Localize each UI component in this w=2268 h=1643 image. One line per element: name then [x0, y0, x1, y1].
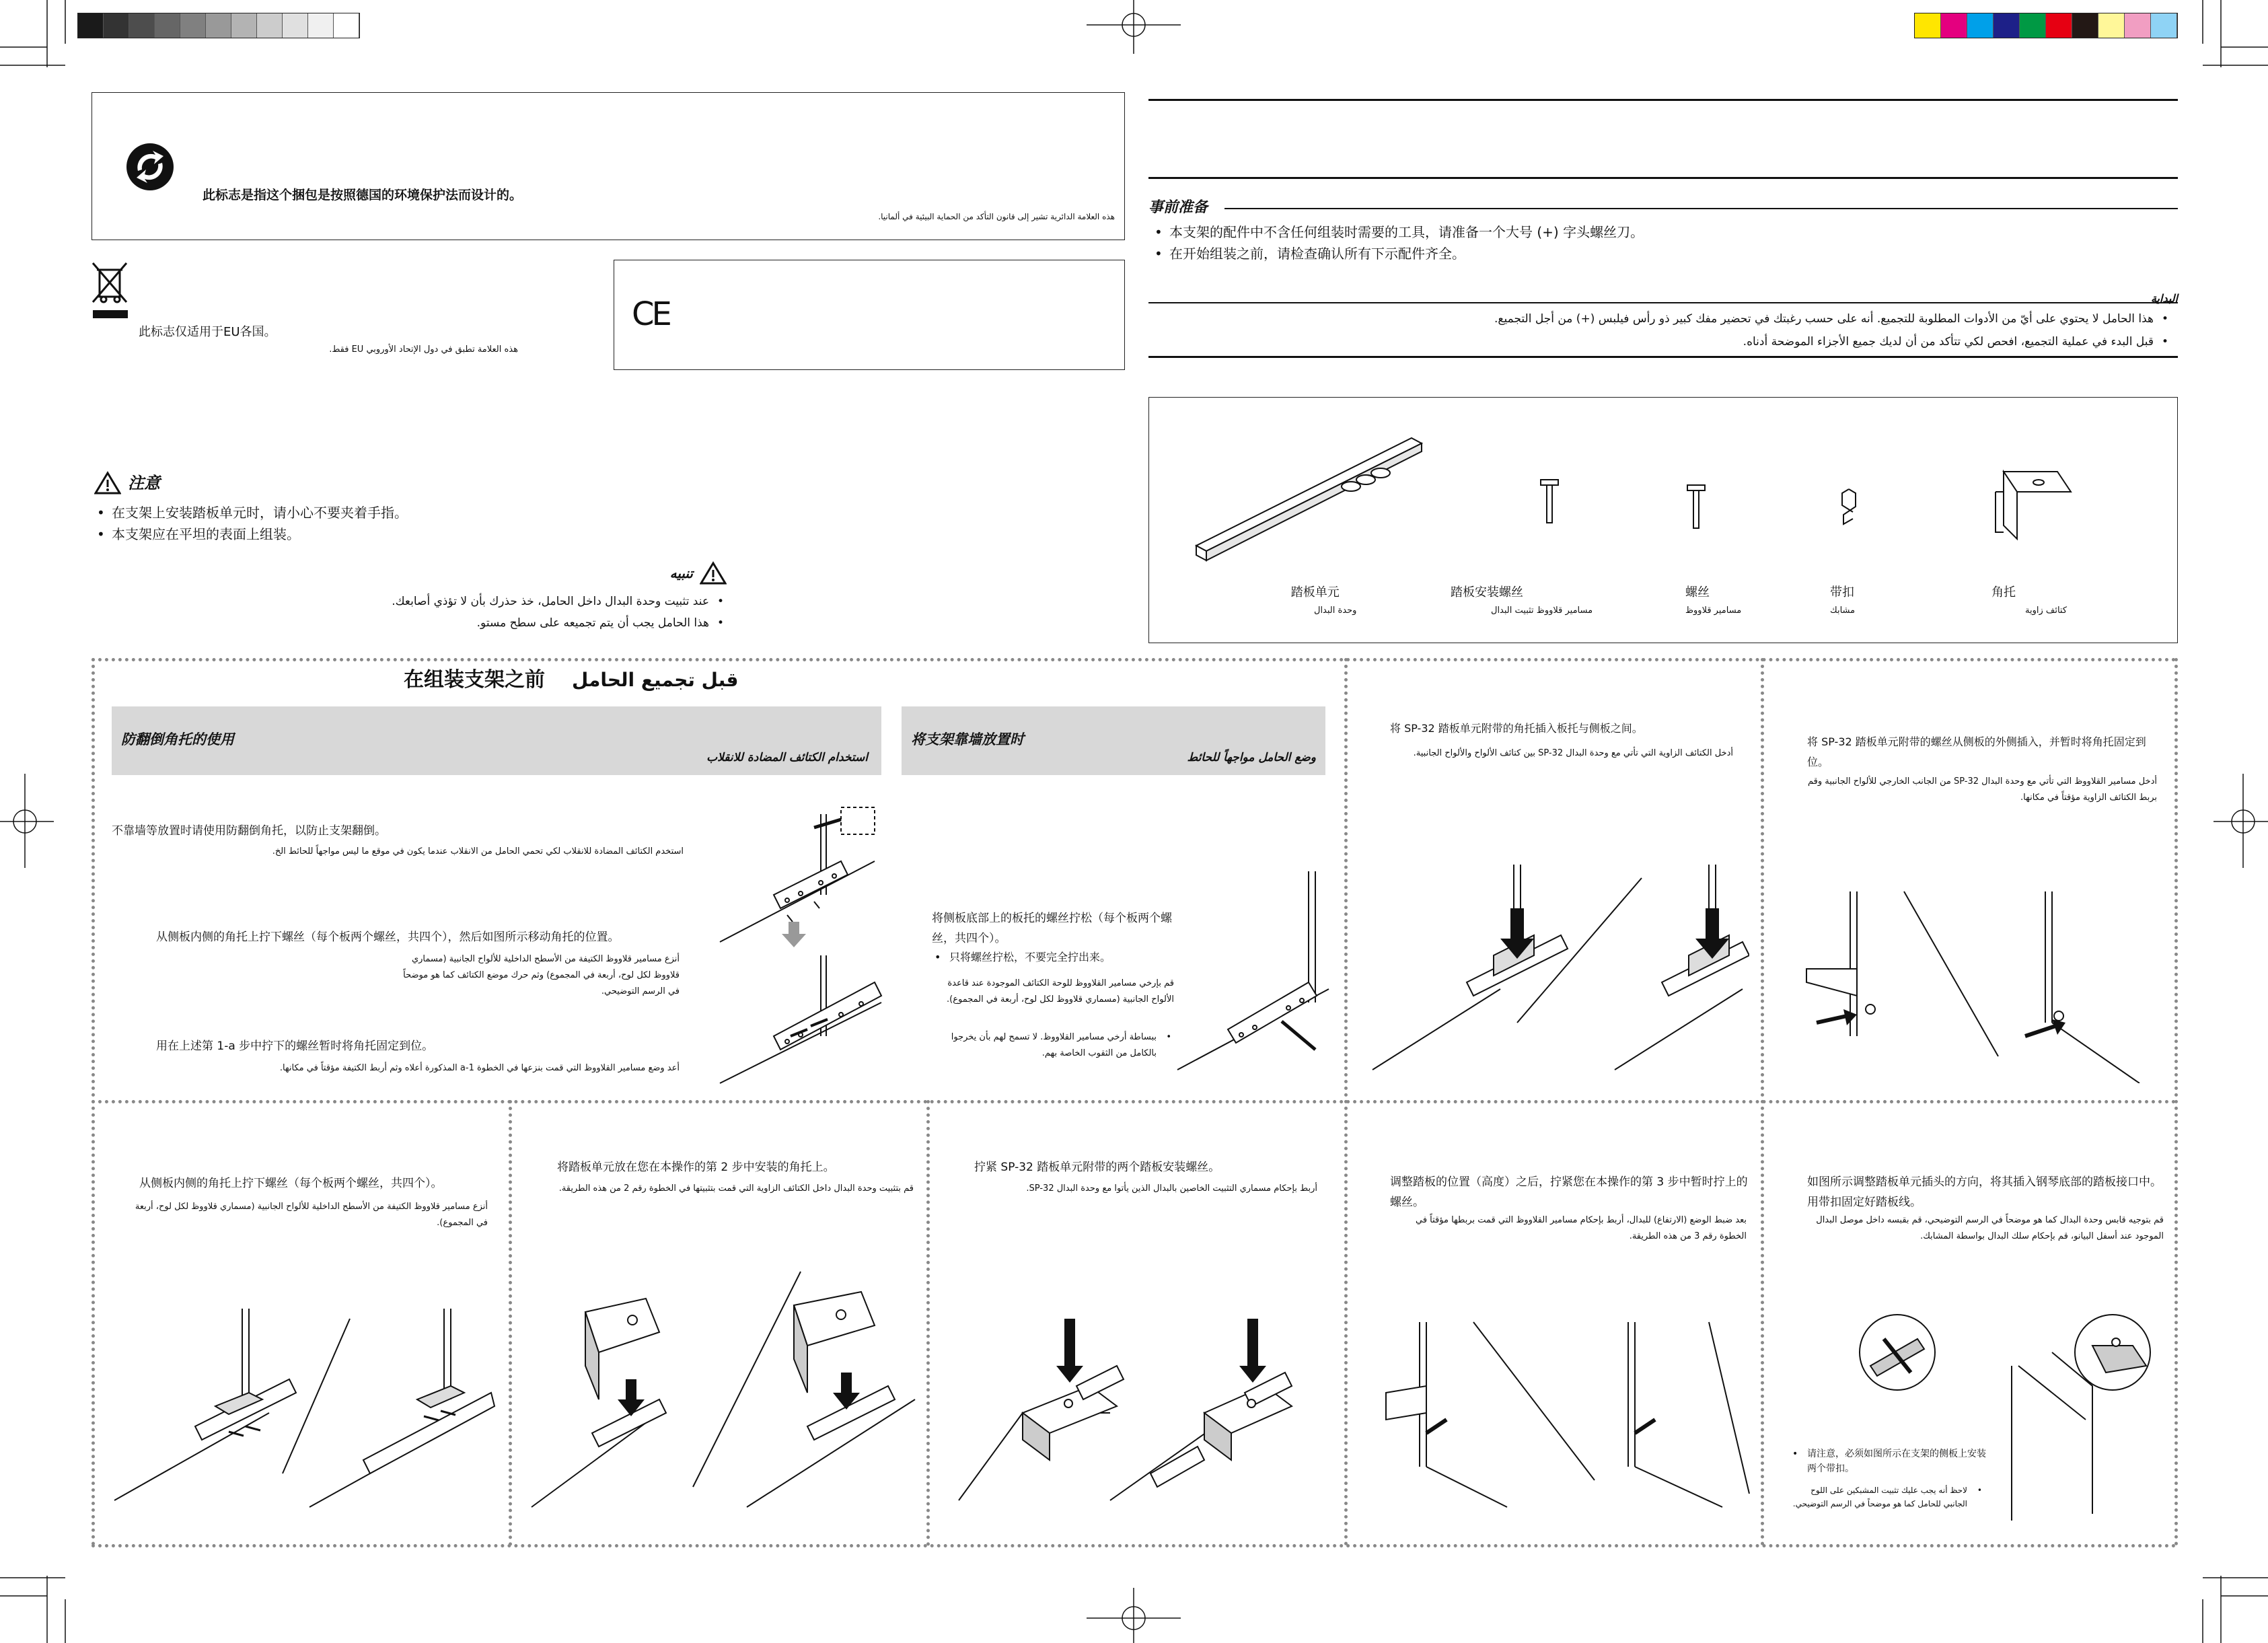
bottom-step-1-zh: 从侧板内侧的角托上拧下螺丝（每个板两个螺丝，共四个）。 — [139, 1177, 443, 1190]
caution-title-zh: 注意 — [128, 474, 160, 492]
step2-zh: 将 SP-32 踏板单元附带的螺丝从侧板的外侧插入，并暂时将角托固定到位。 — [1807, 735, 2146, 768]
ce-mark: CE — [632, 295, 669, 333]
dotted-divider — [1344, 658, 1348, 1546]
anti-tip-intro-zh: 不靠墙等放置时请使用防翻倒角托，以防止支架翻倒。 — [112, 824, 386, 838]
wall-header: 将支架靠墙放置时 وضع الحامل مواجهاً للحائط — [902, 706, 1325, 775]
dotted-frame-top — [92, 658, 2177, 661]
prep-item: • قبل البدء في عملية التجميع، افحص لكي تتأكد من أن لديك جميع الأجزاء الموضحة أدناه. — [1148, 330, 2171, 353]
prep-item: • 在开始组装之前，请检查确认所有下示配件齐全。 — [1152, 243, 2161, 264]
rule — [1148, 177, 2178, 179]
wall-text-ar: قم بإرخي مسامير القلاووظ للوحة الكتائف الموجودة عند قاعدة الألواح الجانبية (مسماري قلاووظ لكل لوح، أربعة في المجموع). — [947, 978, 1174, 1005]
screw-icon — [1686, 484, 1706, 531]
dotted-frame-bottom — [92, 1544, 2177, 1547]
anti-tip-header: 防翻倒角托的使用 استخدام الكتائف المضادة للانقلاب — [112, 706, 881, 775]
part-label: 踏板安装螺丝 مسامير قلاووظ تثبيت البدال — [1451, 585, 1593, 616]
dotted-divider — [509, 1100, 512, 1546]
step1-zh: 将 SP-32 踏板单元附带的角托插入板托与侧板之间。 — [1390, 722, 1643, 735]
dotted-frame-right — [2174, 658, 2178, 1546]
part-label: 踏板单元 وحدة البدال — [1290, 585, 1357, 616]
step1-illustration — [1366, 861, 1749, 1076]
pedal-unit-icon — [1190, 431, 1432, 566]
caution-item: • 在支架上安装踏板单元时，请小心不要夹着手指。 — [94, 502, 700, 523]
prep-title-zh: 事前准备 — [1148, 198, 1212, 218]
weee-text-zh: 此标志仅适用于EU各国。 — [139, 325, 277, 339]
anti-tip-step-a-zh: 从侧板内侧的角托上拧下螺丝（每个板两个螺丝，共四个），然后如图所示移动角托的位置。 — [156, 930, 620, 944]
warning-triangle-icon — [94, 471, 121, 495]
step2-illustration — [1803, 888, 2166, 1083]
rule — [1148, 356, 2178, 358]
bottom-step-3-ar: أربط بإحكام مسماري التثبيت الخاصين بالبدال الذين يأتوا مع وحدة البدال SP-32. — [1026, 1183, 1317, 1194]
bottom-step-2-zh: 将踏板单元放在您在本操作的第 2 步中安装的角托上。 — [557, 1161, 835, 1174]
angle-bracket-icon — [1977, 465, 2078, 546]
anti-tip-step-a-ar: أنزع مسامير قلاووظ الكتيفة من الأسطح الداخلية للألواح الجانبية (مسماري قلاووظ لكل لوح، أربعة في المجموع) وثم حرك موضع الكتائف كما هو موضحاً في الرسم التوضيحي. — [403, 954, 680, 996]
bottom-step-4-illustration — [1373, 1319, 1756, 1514]
caution-item: • هذا الحامل يجب أن يتم تجميعه على سطح مستو. — [316, 612, 727, 634]
bottom-step-5-note-ar: • لاحظ أنه يجب عليك تثبيت المشبكين على اللوح الجانبي للحامل كما هو موضحاً في الرسم التوضيحي. — [1790, 1484, 1985, 1510]
weee-text-ar: هذه العلامة تطبق في دول الإتحاد الأوروبي EU فقط. — [329, 344, 518, 355]
bottom-step-1-illustration — [108, 1305, 498, 1527]
prep-title-ar: البداية — [2150, 292, 2178, 305]
wall-note-zh: • 只将螺丝拧松，不要完全拧出来。 — [932, 947, 1174, 967]
bottom-step-1-ar: أنزع مسامير قلاووظ الكتيفة من الأسطح الداخلية للألواح الجانبية (مسماري قلاووظ لكل لوح، أربعة في المجموع). — [135, 1202, 488, 1228]
part-label: 螺丝 مسامير قلاووظ — [1685, 585, 1742, 616]
wall-illustration — [1174, 868, 1336, 1076]
anti-tip-intro-ar: استخدم الكتائف المضادة للانقلاب لكي تحمي الحامل من الانقلاب عندما يكون في موقع ما ليس مواجهاً للحائط الخ. — [272, 846, 684, 856]
anti-tip-step-b-zh: 用在上述第 1-a 步中拧下的螺丝暂时将角托固定到位。 — [156, 1039, 434, 1053]
caution-list-ar — [316, 591, 727, 634]
bottom-step-4-zh: 调整踏板的位置（高度）之后，拧紧您在本操作的第 3 步中暂时拧上的螺丝。 — [1390, 1175, 1748, 1209]
bottom-step-4-ar: بعد ضبط الوضع (الارتفاع) للبدال، أربط بإحكام مسامير القلاووظ التي قمت بربطها مؤقتاً في الخطوة رقم 3 من هذه الطريقة. — [1415, 1215, 1747, 1241]
anti-tip-step-b-ar: أعد وضع مسامير القلاووظ التي قمت بنزعها في الخطوة 1-a المذكورة أعلاه وثم أربط الكتيفة مؤقتاً في مكانها. — [279, 1063, 680, 1073]
dotted-frame-left — [92, 658, 95, 1546]
recycle-notice-box — [92, 92, 1125, 240]
bottom-step-3-illustration — [955, 1312, 1339, 1507]
recycle-text-ar: هذه العلامة الدائرية تشير إلى قانون التأكد من الحماية البيئية في ألمانيا. — [878, 212, 1115, 221]
bottom-step-3-zh: 拧紧 SP-32 踏板单元附带的两个踏板安装螺丝。 — [974, 1161, 1220, 1174]
caution-list-zh — [94, 502, 700, 545]
dotted-frame-mid — [92, 1100, 2177, 1103]
warning-triangle-icon — [700, 561, 727, 585]
ce-mark-box — [614, 260, 1125, 370]
step2-ar: أدخل مسامير القلاووظ التي تأتي مع وحدة البدال SP-32 من الجانب الخارجي للألواح الجانبية وقم بربط الكتائف الزاوية مؤقتاً في مكانها. — [1808, 776, 2157, 803]
before-assembly-title: 在组装支架之前 قبل تجميع الحامل — [404, 667, 739, 692]
parts-box — [1148, 397, 2178, 643]
prep-item: • 本支架的配件中不含任何组装时需要的工具，请准备一个大号 (+) 字头螺丝刀。 — [1152, 221, 2161, 243]
dotted-divider — [1761, 658, 1764, 1546]
rule — [1148, 99, 2178, 101]
recycle-text-zh: 此标志是指这个捆包是按照德国的环境保护法而设计的。 — [203, 188, 523, 203]
prep-list-ar — [1148, 307, 2171, 353]
bottom-step-2-illustration — [525, 1265, 922, 1514]
part-label: 带扣 مشابك — [1830, 585, 1856, 616]
step1-ar: أدخل الكتائف الزاوية التي تأتي مع وحدة البدال SP-32 بين كتائف الألواح والألواح الجانبية. — [1413, 748, 1733, 758]
cable-clip-icon — [1835, 486, 1862, 527]
bottom-step-5-note-zh: • 请注意，必须如图所示在支架的侧板上安装两个带扣。 — [1790, 1447, 1991, 1476]
wall-note-ar: • ببساطة أرخي مسامير القلاووظ. لا تسمح لهم بأن يخرجوا بالكامل من الثقوب الخاصة بهم. — [932, 1029, 1174, 1062]
caution-item: • عند تثبيت وحدة البدال داخل الحامل، خذ حذرك بأن لا تؤذي أصابعك. — [316, 591, 727, 612]
caution-block-ar — [316, 561, 727, 634]
caution-title-ar: تنبيه — [669, 565, 693, 581]
prep-item: • هذا الحامل لا يحتوي على أيّ من الأدوات المطلوبة للتجميع. أنه على حسب رغبتك في تحضير مفك كبير ذو رأس فيلبس (+) من أجل التجميع. — [1148, 307, 2171, 330]
bottom-step-5-zh: 如图所示调整踏板单元插头的方向，将其插入钢琴底部的踏板接口中。用带扣固定好踏板线。 — [1807, 1175, 2162, 1209]
caution-block-zh — [94, 471, 700, 545]
pedal-screw-icon — [1539, 478, 1560, 525]
recycle-icon — [124, 141, 176, 192]
rule — [1224, 208, 2178, 209]
prep-list-zh — [1152, 221, 2161, 264]
part-label: 角托 كتائف زاوية — [1991, 585, 2068, 616]
bottom-step-2-ar: قم بتثبيت وحدة البدال داخل الكتائف الزاوية التي قمت بتثبيتها في الخطوة رقم 2 من هذه الطريقة. — [558, 1183, 914, 1194]
crossed-bin-icon — [90, 259, 131, 323]
wall-text-zh: 将侧板底部上的板托的螺丝拧松（每个板两个螺丝，共四个）。 — [932, 912, 1172, 945]
dotted-divider — [926, 1100, 930, 1546]
bottom-step-5-ar: قم بتوجيه قابس وحدة البدال كما هو موضحاً في الرسم التوضيحي، قم بقبسه داخل موصل البدال الموجود عند أسفل البيانو، قم بإحكام سلك البدال بواسطة المشابك. — [1816, 1215, 2164, 1241]
anti-tip-illustration — [713, 801, 895, 1090]
caution-item: • 本支架应在平坦的表面上组装。 — [94, 523, 700, 545]
